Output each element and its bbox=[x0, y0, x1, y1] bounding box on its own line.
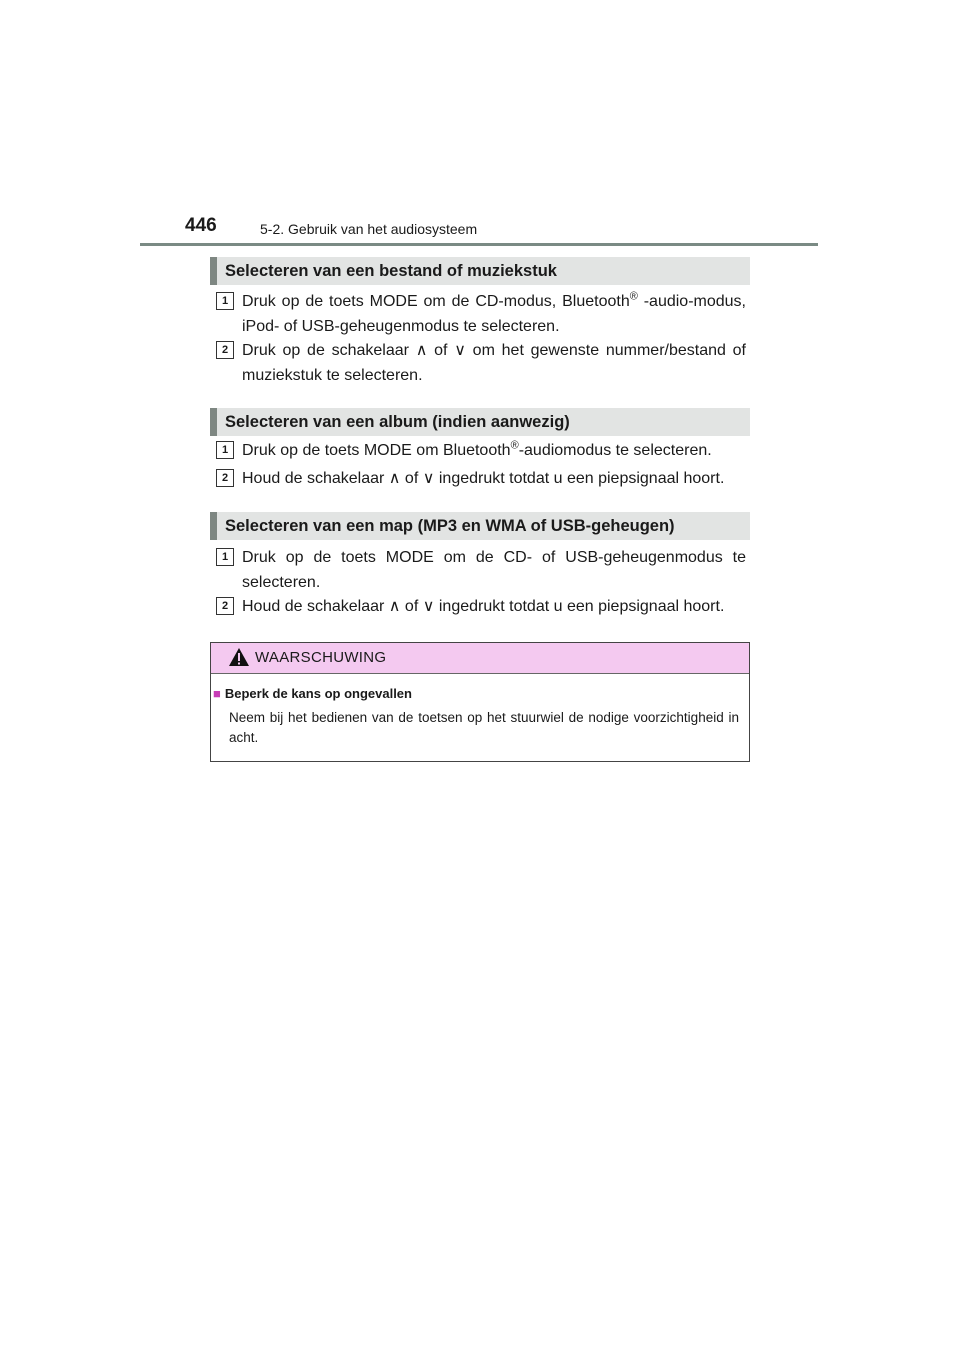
step-number: 1 bbox=[216, 548, 234, 566]
step-number: 1 bbox=[216, 292, 234, 310]
step-2 bbox=[216, 594, 746, 619]
step-number: 2 bbox=[216, 341, 234, 359]
step-2 bbox=[216, 338, 746, 388]
step-number: 1 bbox=[216, 441, 234, 459]
step-1 bbox=[216, 289, 746, 339]
warning-box bbox=[210, 642, 750, 762]
step-2 bbox=[216, 466, 746, 491]
step-text: Druk op de toets MODE om de CD- of USB-geheugenmodus te selecteren. bbox=[242, 549, 746, 591]
step-1 bbox=[216, 438, 746, 463]
section-title-file-track: Selecteren van een bestand of muziekstuk bbox=[210, 257, 750, 285]
warning-title: WAARSCHUWING bbox=[255, 649, 387, 666]
header-divider bbox=[140, 243, 818, 246]
page-number: 446 bbox=[185, 215, 217, 236]
step-text: Druk op de toets MODE om de CD-modus, Bluetooth® -audio-modus, iPod- of USB-geheugenmodus te selecteren. bbox=[242, 290, 747, 335]
warning-triangle-icon bbox=[228, 647, 250, 667]
section-title-album: Selecteren van een album (indien aanwezig) bbox=[210, 408, 750, 436]
warning-header bbox=[211, 643, 749, 674]
step-text: Houd de schakelaar ∧ of ∨ ingedrukt totdat u een piepsignaal hoort. bbox=[242, 470, 725, 487]
bullet-square-icon: ■ bbox=[213, 686, 221, 701]
warning-body: Neem bij het bedienen van de toetsen op het stuurwiel de nodige voorzichtigheid in acht. bbox=[229, 710, 739, 745]
step-number: 2 bbox=[216, 469, 234, 487]
step-text: Druk op de schakelaar ∧ of ∨ om het gewenste nummer/bestand of muziekstuk te selecteren. bbox=[242, 342, 746, 384]
step-text: Houd de schakelaar ∧ of ∨ ingedrukt totdat u een piepsignaal hoort. bbox=[242, 598, 725, 615]
warning-subtitle: ■ Beperk de kans op ongevallen bbox=[213, 686, 412, 701]
step-1 bbox=[216, 545, 746, 595]
section-header: 5-2. Gebruik van het audiosysteem bbox=[260, 221, 478, 237]
step-number: 2 bbox=[216, 597, 234, 615]
section-title-folder: Selecteren van een map (MP3 en WMA of USB-geheugen) bbox=[210, 512, 750, 540]
step-text: Druk op de toets MODE om Bluetooth®-audiomodus te selecteren. bbox=[242, 439, 712, 459]
